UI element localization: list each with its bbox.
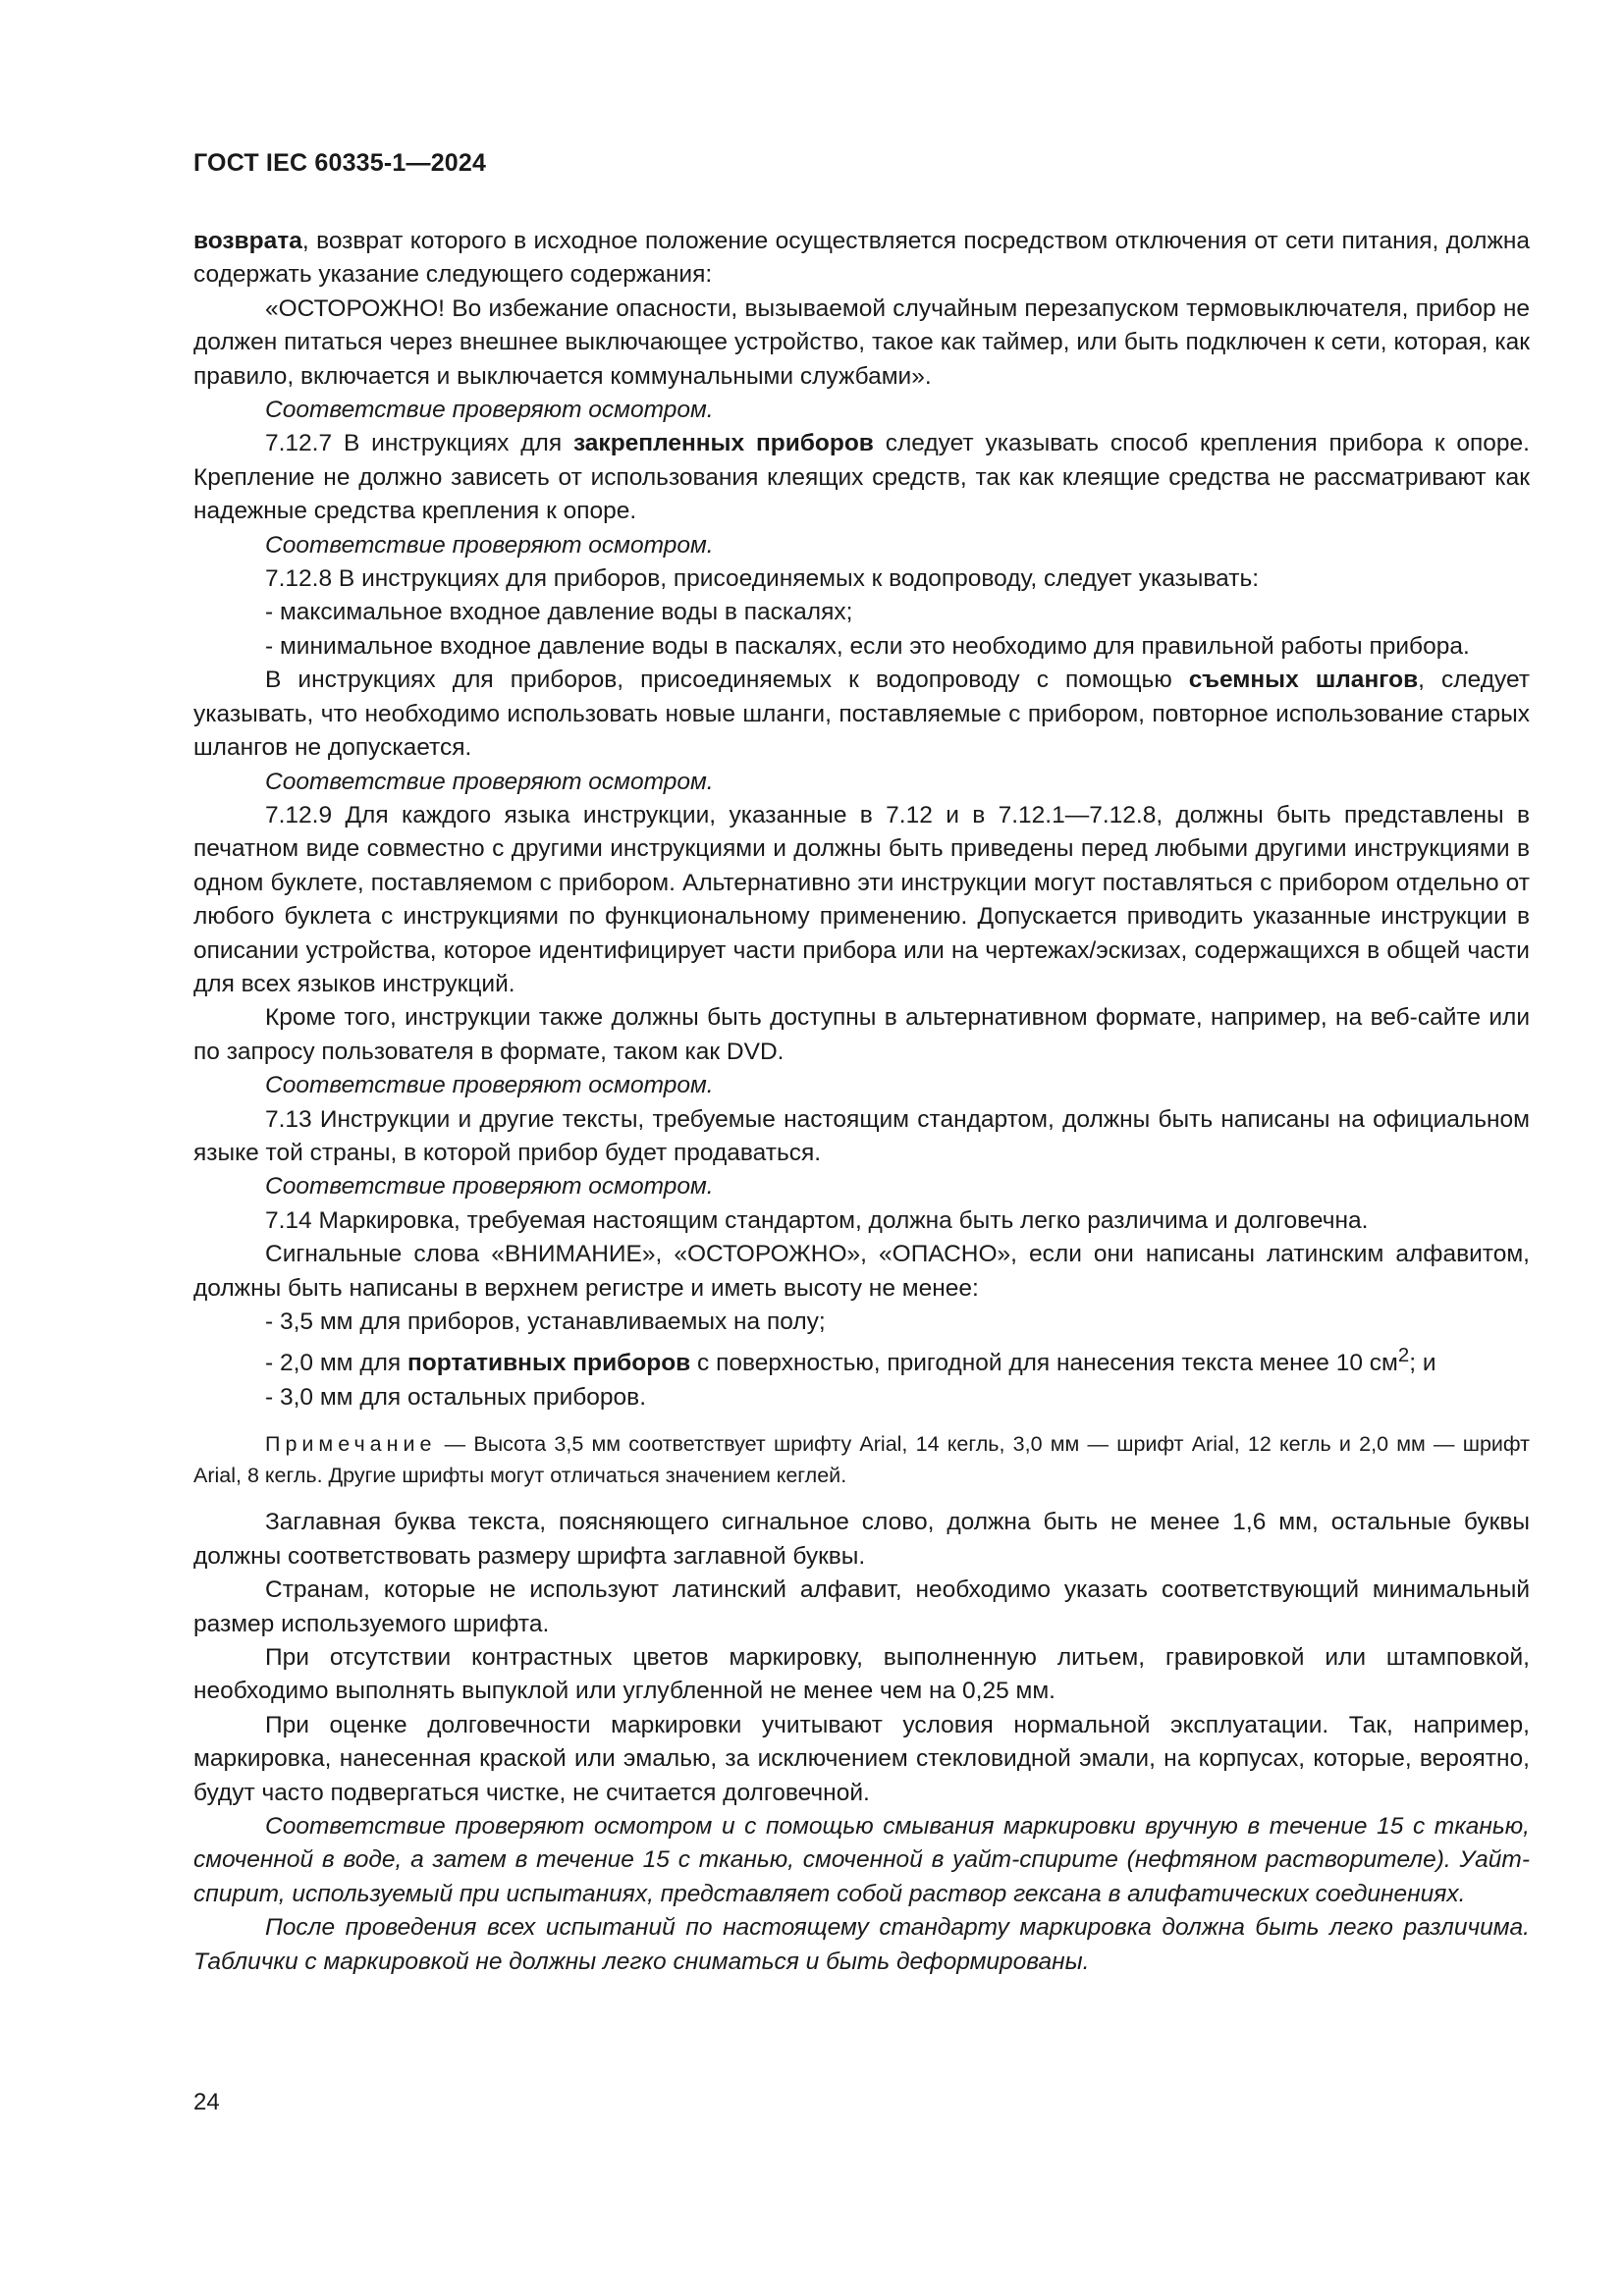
compliance-note: Соответствие проверяют осмотром. [265,768,714,795]
note: Примечание — Высота 3,5 мм соответствует шрифту Arial, 14 кегль, 3,0 мм — шрифт Arial, 12 кегль и 2,0 мм — шрифт Arial, 8 кегль. Другие шрифты могут отличаться значением кеглей. [193,1432,1531,1488]
paragraph: Кроме того, инструкции также должны быть доступны в альтернативном формате, например, на веб-сайте или по запросу пользователя в формате, таком как DVD. [193,1004,1530,1065]
paragraph: Сигнальные слова «ВНИМАНИЕ», «ОСТОРОЖНО», «ОПАСНО», если они написаны латинским алфавитом, должны быть написаны в верхнем регистре и иметь высоту не менее: [193,1241,1530,1302]
bold-term: закрепленных приборов [572,430,874,457]
clause-7-14: 7.14 Маркировка, требуемая настоящим стандартом, должна быть легко различима и долговечна. [265,1206,1369,1234]
list-item: - 2,0 мм для портативных приборов с поверхностью, пригодной для нанесения текста менее 10 $см^2$; и [265,1345,1436,1377]
clause-7-12-9: 7.12.9 Для каждого языка инструкции, указанные в 7.12 и в 7.12.1—7.12.8, должны быть представлены в печатном виде совместно с другими инструкциями и должны быть приведены перед любыми другими инструкциями в одном буклете, поставляемом с прибором. Альтернативно эти инструкции могут поставляться с прибором отдельно от любого буклета с инструкциями по функциональному применению. Допускается приводить указанные инструкции в описании устройства, которое идентифицирует части прибора или на чертежах/эскизах, содержащихся в общей части для всех языков инструкций. [193,801,1530,997]
list-item: - максимальное входное давление воды в паскалях; [265,599,853,626]
bold-term: съемных шлангов [1188,667,1419,694]
compliance-note: После проведения всех испытаний по настоящему стандарту маркировка должна быть легко различима. Таблички с маркировкой не должны легко сниматься и быть деформированы. [193,1914,1530,1975]
document-header: ГОСТ IEC 60335-1—2024 [193,149,487,177]
list-item: - минимальное входное давление воды в паскалях, если это необходимо для правильной работы прибора. [265,632,1470,660]
clause-7-12-8: 7.12.8 В инструкциях для приборов, присоединяемых к водопроводу, следует указывать: [265,565,1260,593]
paragraph: Странам, которые не используют латинский алфавит, необходимо указать соответствующий минимальный размер используемого шрифта. [193,1576,1530,1637]
compliance-note: Соответствие проверяют осмотром. [265,1072,714,1099]
list-item: - 3,5 мм для приборов, устанавливаемых на полу; [265,1308,826,1335]
paragraph: Заглавная буква текста, поясняющего сигнальное слово, должна быть не менее 1,6 мм, остальные буквы должны соответствовать размеру шрифта заглавной буквы. [193,1509,1530,1570]
compliance-note: Соответствие проверяют осмотром и с помощью смывания маркировки вручную в течение 15 с тканью, смоченной в воде, а затем в течение 15 с тканью, смоченной в уайт-спирите (нефтяном растворителе). Уайт-спирит, используемый при испытаниях, представляет собой раствор гексана в алифатических соединениях. [193,1813,1530,1907]
clause-7-12-7: 7.12.7 В инструкциях для закрепленных приборов следует указывать способ крепления прибора к опоре. Крепление не должно зависеть от использования клеящих средств, так как клеящие средства не рассматривают как надежные средства крепления к опоре. [193,430,1530,525]
compliance-note: Соответствие проверяют осмотром. [265,397,714,424]
paragraph: При оценке долговечности маркировки учитывают условия нормальной эксплуатации. Так, например, маркировка, нанесенная краской или эмалью, за исключением стекловидной эмали, на корпусах, которые, вероятно, будут часто подвергаться чистке, не считается долговечной. [193,1711,1530,1806]
paragraph: При отсутствии контрастных цветов маркировку, выполненную литьем, гравировкой или штамповкой, необходимо выполнять выпуклой или углубленной не менее чем на 0,25 мм. [193,1644,1530,1705]
bold-term: возврата [193,228,302,254]
note-label: Примечание [265,1432,437,1457]
clause-7-13: 7.13 Инструкции и другие тексты, требуемые настоящим стандартом, должны быть написаны на официальном языке той страны, в которой прибор будет продаваться. [193,1105,1530,1166]
list-item: - 3,0 мм для остальных приборов. [265,1383,647,1411]
compliance-note: Соответствие проверяют осмотром. [265,1173,714,1201]
paragraph: возврата, возврат которого в исходное положение осуществляется посредством отключения от сети питания, должна содержать указание следующего содержания: [193,228,1530,289]
bold-term: портативных приборов [407,1350,691,1377]
page-number: 24 [193,2089,220,2115]
document-body [193,225,1530,1979]
warning-text: «ОСТОРОЖНО! Во избежание опасности, вызываемой случайным перезапуском термовыключателя, прибор не должен питаться через внешнее выключающее устройство, такое как таймер, или быть подключен к сети, которая, как правило, включается и выключается коммунальными службами». [193,294,1530,390]
compliance-note: Соответствие проверяют осмотром. [265,531,714,559]
paragraph: В инструкциях для приборов, присоединяемых к водопроводу с помощью съемных шлангов, следует указывать, что необходимо использовать новые шланги, поставляемые с прибором, повторное использование старых шлангов не допускается. [193,667,1530,762]
